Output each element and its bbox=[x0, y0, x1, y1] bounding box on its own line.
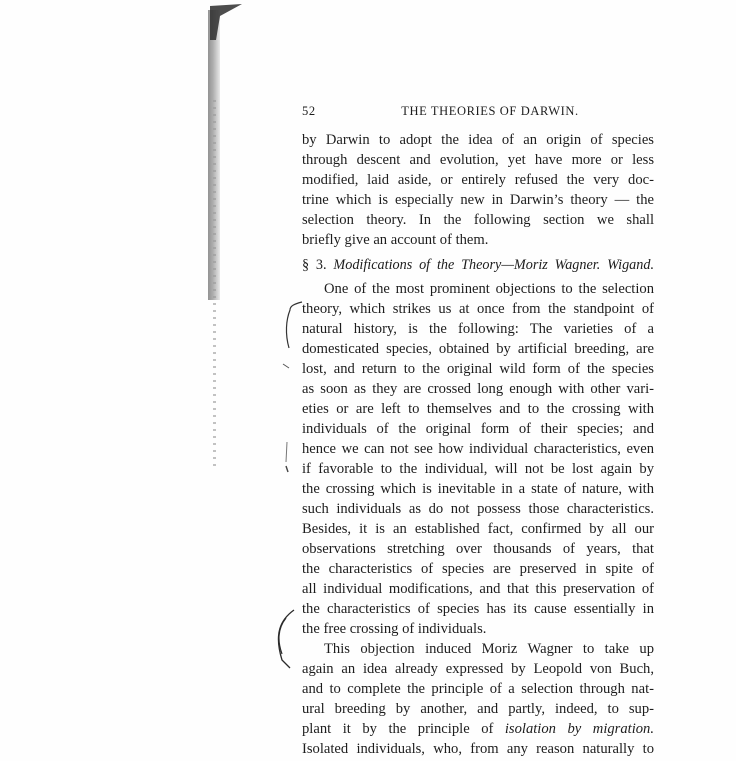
text-line: eties or are left to themselves and to the crossing with bbox=[302, 401, 654, 417]
text-line: hence we can not see how individual characteristics, even bbox=[302, 441, 654, 457]
text-line: as soon as they are crossed long enough with other vari- bbox=[302, 381, 654, 397]
text-line: lost, and return to the original wild form of the species bbox=[302, 361, 654, 377]
text-line: Isolated individuals, who, from any reason naturally to bbox=[302, 741, 654, 757]
text-line: if favorable to the individual, will not be lost again by bbox=[302, 461, 654, 477]
page-number: 52 bbox=[302, 104, 316, 118]
text-line: the characteristics of species are preserved in spite of bbox=[302, 561, 654, 577]
running-header bbox=[302, 104, 654, 122]
text-line: observations stretching over thousands of years, that bbox=[302, 541, 654, 557]
section-heading bbox=[302, 255, 654, 275]
text-line: Besides, it is an established fact, confirmed by all our bbox=[302, 521, 654, 537]
section-number: § 3. bbox=[302, 257, 327, 273]
text-line: One of the most prominent objections to the selection bbox=[324, 281, 654, 297]
text-line: selection theory. In the following section we shall bbox=[302, 212, 654, 228]
text-line: all individual modifications, and that this preservation of bbox=[302, 581, 654, 597]
text-line: modified, laid aside, or entirely refused the very doc- bbox=[302, 172, 654, 188]
text-line: the free crossing of individuals. bbox=[302, 621, 487, 637]
gutter-dotted-edge bbox=[213, 100, 216, 470]
gutter-corner-mark bbox=[208, 0, 244, 40]
text-line: the characteristics of species has its cause essentially in bbox=[302, 601, 654, 617]
text-line: again an idea already expressed by Leopold von Buch, bbox=[302, 661, 654, 677]
text-line: theory, which strikes us at once from the standpoint of bbox=[302, 301, 654, 317]
text-line: trine which is especially new in Darwin’s theory — the bbox=[302, 192, 654, 208]
running-title: THE THEORIES OF DARWIN. bbox=[401, 104, 579, 118]
text-line: individuals of the original form of their species; and bbox=[302, 421, 654, 437]
emphasis-run: isolation by migration. bbox=[504, 721, 654, 737]
margin-bracket-mark bbox=[280, 298, 304, 380]
text-line: natural history, is the following: The varieties of a bbox=[302, 321, 654, 337]
text-line: briefly give an account of them. bbox=[302, 232, 489, 248]
margin-tick-mark bbox=[282, 440, 294, 474]
section-title: Modifications of the Theory—Moriz Wagner. Wigand. bbox=[333, 257, 655, 273]
text-line: through descent and evolution, yet have more or less bbox=[302, 152, 654, 168]
text-run: plant it by the principle of bbox=[302, 721, 505, 737]
text-line: ural breeding by another, and partly, indeed, to sup- bbox=[302, 701, 654, 717]
text-line: such individuals as do not possess those characteristics. bbox=[302, 501, 654, 517]
text-line: the crossing which is inevitable in a state of nature, with bbox=[302, 481, 654, 497]
text-line: and to complete the principle of a selection through nat- bbox=[302, 681, 654, 697]
text-line: by Darwin to adopt the idea of an origin of species bbox=[302, 132, 654, 148]
text-line: domesticated species, obtained by artificial breeding, are bbox=[302, 341, 654, 357]
margin-double-parenthesis-mark bbox=[268, 606, 298, 672]
text-line: This objection induced Moriz Wagner to take up bbox=[324, 641, 654, 657]
text-line bbox=[302, 719, 654, 739]
